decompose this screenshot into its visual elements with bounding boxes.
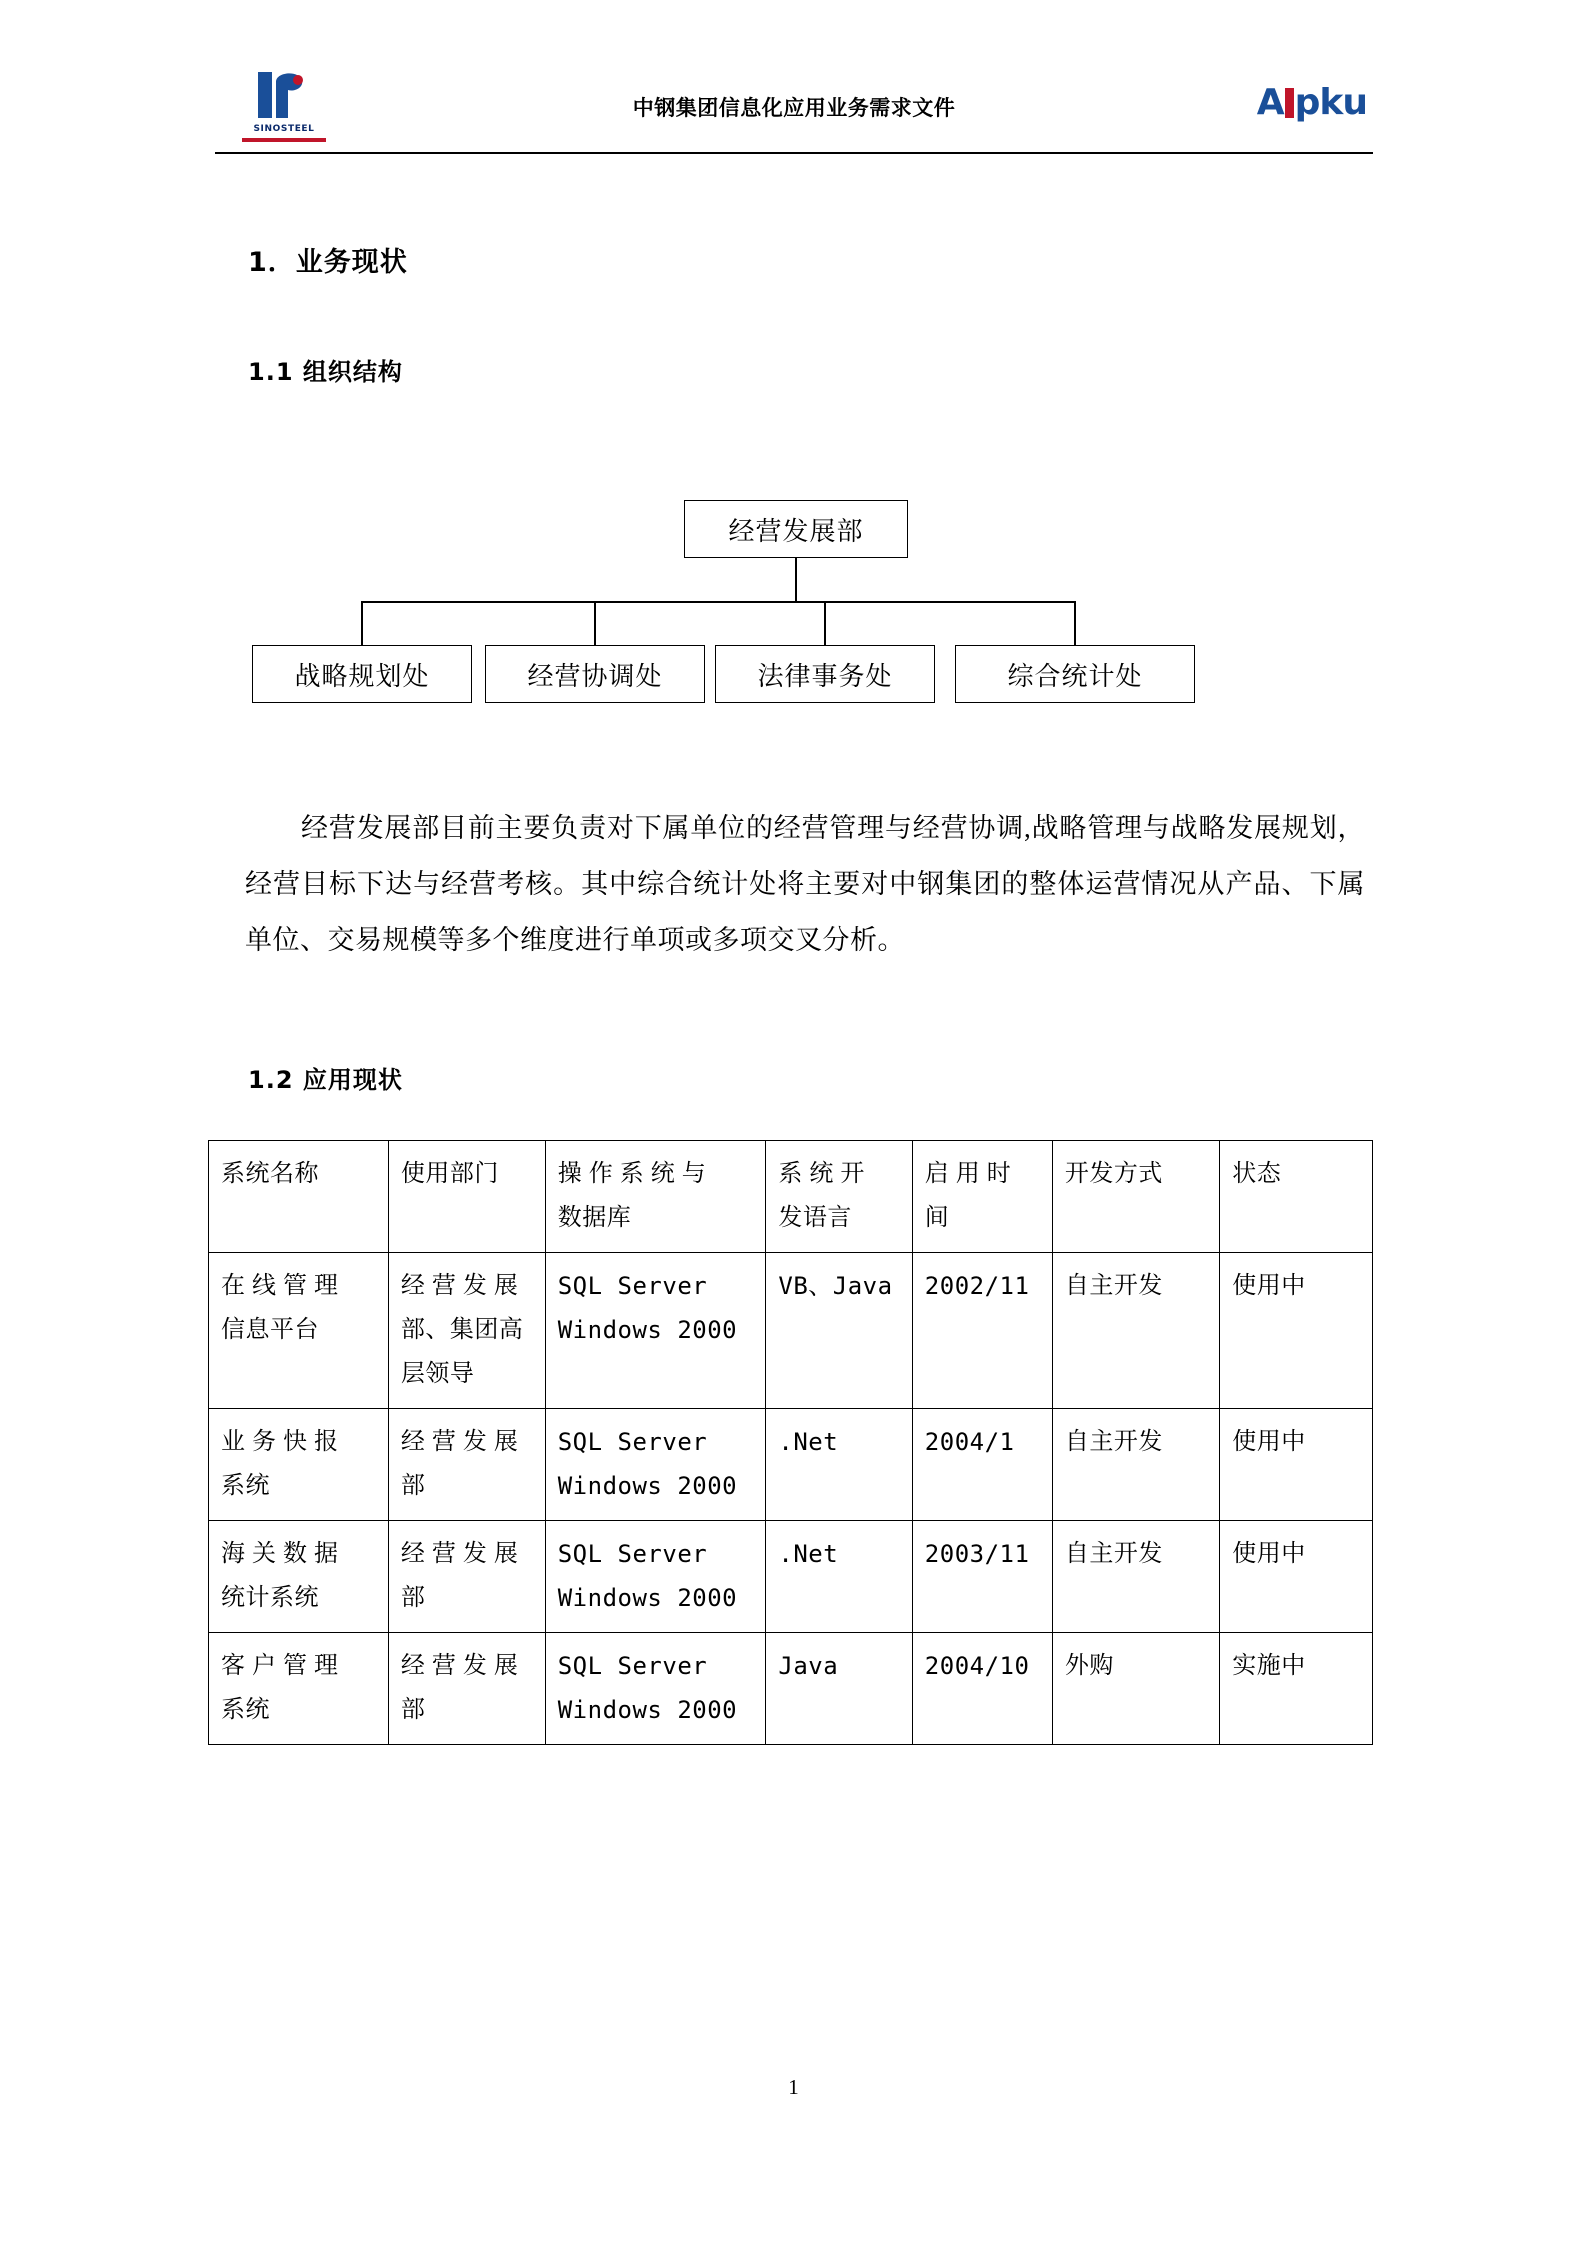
- page-footer: [0, 2075, 1587, 2100]
- cell-line: 系统: [221, 1473, 270, 1499]
- org-connector-child-3: [1074, 601, 1076, 645]
- cell-launch-date: 2004/10: [912, 1633, 1052, 1745]
- allpku-logo-bar-icon: [1285, 88, 1294, 118]
- header-line: 间: [924, 1205, 950, 1231]
- cell-launch-date: 2002/11: [912, 1253, 1052, 1409]
- cell-line: SQL Server: [557, 1272, 708, 1300]
- application-status-table-wrapper: [208, 1140, 1373, 1745]
- cell-line: 业 务 快 报: [221, 1429, 339, 1455]
- header-line: 发语言: [778, 1205, 852, 1231]
- header-document-title: 中钢集团信息化应用业务需求文件: [632, 96, 956, 120]
- org-node-child-2: 法律事务处: [715, 645, 935, 703]
- heading-application-status: 1.2 应用现状: [248, 1066, 403, 1094]
- cell-line: 部、集团高: [400, 1317, 524, 1343]
- org-connector-child-2: [824, 601, 826, 645]
- table-header-cell-os: [545, 1141, 766, 1253]
- cell-department: [388, 1633, 545, 1745]
- cell-line: 部: [400, 1697, 426, 1723]
- cell-line: 客 户 管 理: [221, 1653, 339, 1679]
- org-connector-child-0: [361, 601, 363, 645]
- cell-language: .Net: [766, 1521, 912, 1633]
- cell-line: 经 营 发 展: [400, 1429, 519, 1455]
- cell-status: 实施中: [1220, 1633, 1373, 1745]
- org-connector-root-vertical: [795, 558, 797, 602]
- heading-business-status: 1．业务现状: [248, 247, 408, 278]
- page-number: 1: [788, 2075, 799, 2099]
- header-line: 开发方式: [1064, 1161, 1163, 1187]
- cell-department: [388, 1253, 545, 1409]
- org-connector-child-1: [594, 601, 596, 645]
- table-row: [209, 1633, 1373, 1745]
- table-header-cell-mode: [1052, 1141, 1219, 1253]
- org-node-root: 经营发展部: [684, 500, 908, 558]
- application-status-table: [208, 1140, 1373, 1745]
- header-line: 操 作 系 统 与: [557, 1161, 707, 1187]
- header-line: 启 用 时: [924, 1161, 1012, 1187]
- cell-line: 经 营 发 展: [400, 1653, 519, 1679]
- cell-system-name: [209, 1253, 389, 1409]
- header-line: 系 统 开: [778, 1161, 865, 1187]
- sinosteel-logo-bar: [242, 138, 326, 142]
- org-node-child-3: 综合统计处: [955, 645, 1195, 703]
- header-line: 系统名称: [221, 1161, 319, 1187]
- cell-line: 统计系统: [221, 1585, 319, 1611]
- cell-department: [388, 1521, 545, 1633]
- body-paragraph: 经营发展部目前主要负责对下属单位的经营管理与经营协调,战略管理与战略发展规划，经营目标下达与经营考核。其中综合统计处将主要对中钢集团的整体运营情况从产品、下属单位、交易规模等多个维度进行单项或多项交叉分析。: [245, 813, 1365, 955]
- cell-line: 信息平台: [221, 1317, 319, 1343]
- cell-line: SQL Server: [557, 1652, 708, 1680]
- header-line: 状态: [1232, 1161, 1282, 1187]
- cell-system-name: [209, 1633, 389, 1745]
- org-node-child-0: 战略规划处: [252, 645, 472, 703]
- cell-language: Java: [766, 1633, 912, 1745]
- header-line: 数据库: [557, 1205, 632, 1231]
- table-row: [209, 1253, 1373, 1409]
- cell-line: 经 营 发 展: [400, 1541, 519, 1567]
- table-header-cell-language: [766, 1141, 912, 1253]
- cell-line: Windows 2000: [557, 1472, 738, 1500]
- cell-os-database: [545, 1521, 766, 1633]
- cell-dev-mode: 自主开发: [1052, 1409, 1219, 1521]
- cell-status: 使用中: [1220, 1409, 1373, 1521]
- allpku-logo-pre: A: [1256, 82, 1284, 123]
- cell-line: Windows 2000: [557, 1316, 738, 1344]
- cell-line: Windows 2000: [557, 1696, 738, 1724]
- cell-system-name: [209, 1521, 389, 1633]
- cell-dev-mode: 自主开发: [1052, 1253, 1219, 1409]
- page-header: [215, 58, 1373, 150]
- cell-line: 层领导: [400, 1361, 475, 1387]
- cell-line: Windows 2000: [557, 1584, 738, 1612]
- cell-language: VB、Java: [766, 1253, 912, 1409]
- table-header-cell-date: [912, 1141, 1052, 1253]
- cell-status: 使用中: [1220, 1521, 1373, 1633]
- cell-dev-mode: 外购: [1052, 1633, 1219, 1745]
- cell-line: 经 营 发 展: [400, 1273, 519, 1299]
- header-divider: [215, 152, 1373, 154]
- heading-org-structure: 1.1 组织结构: [248, 358, 403, 386]
- cell-line: 系统: [221, 1697, 270, 1723]
- cell-system-name: [209, 1409, 389, 1521]
- cell-os-database: [545, 1409, 766, 1521]
- cell-dev-mode: 自主开发: [1052, 1521, 1219, 1633]
- sinosteel-logo-text: SINOSTEEL: [253, 124, 315, 134]
- cell-status: 使用中: [1220, 1253, 1373, 1409]
- allpku-logo-post: pku: [1294, 82, 1367, 123]
- table-row: [209, 1521, 1373, 1633]
- table-header-cell-status: [1220, 1141, 1373, 1253]
- allpku-logo: [1217, 80, 1367, 126]
- cell-line: SQL Server: [557, 1540, 708, 1568]
- cell-launch-date: 2003/11: [912, 1521, 1052, 1633]
- org-node-child-1: 经营协调处: [485, 645, 705, 703]
- cell-os-database: [545, 1253, 766, 1409]
- org-chart: [215, 490, 1373, 710]
- cell-language: .Net: [766, 1409, 912, 1521]
- cell-department: [388, 1409, 545, 1521]
- cell-line: 在 线 管 理: [221, 1273, 339, 1299]
- cell-line: 海 关 数 据: [221, 1541, 339, 1567]
- table-header-row: [209, 1141, 1373, 1253]
- header-line: 使用部门: [400, 1161, 499, 1187]
- cell-launch-date: 2004/1: [912, 1409, 1052, 1521]
- cell-line: 部: [400, 1473, 426, 1499]
- cell-line: 部: [400, 1585, 426, 1611]
- cell-line: SQL Server: [557, 1428, 708, 1456]
- table-row: [209, 1409, 1373, 1521]
- cell-os-database: [545, 1633, 766, 1745]
- table-header-cell-name: [209, 1141, 389, 1253]
- table-header-cell-dept: [388, 1141, 545, 1253]
- org-connector-horizontal-bus: [361, 601, 1075, 603]
